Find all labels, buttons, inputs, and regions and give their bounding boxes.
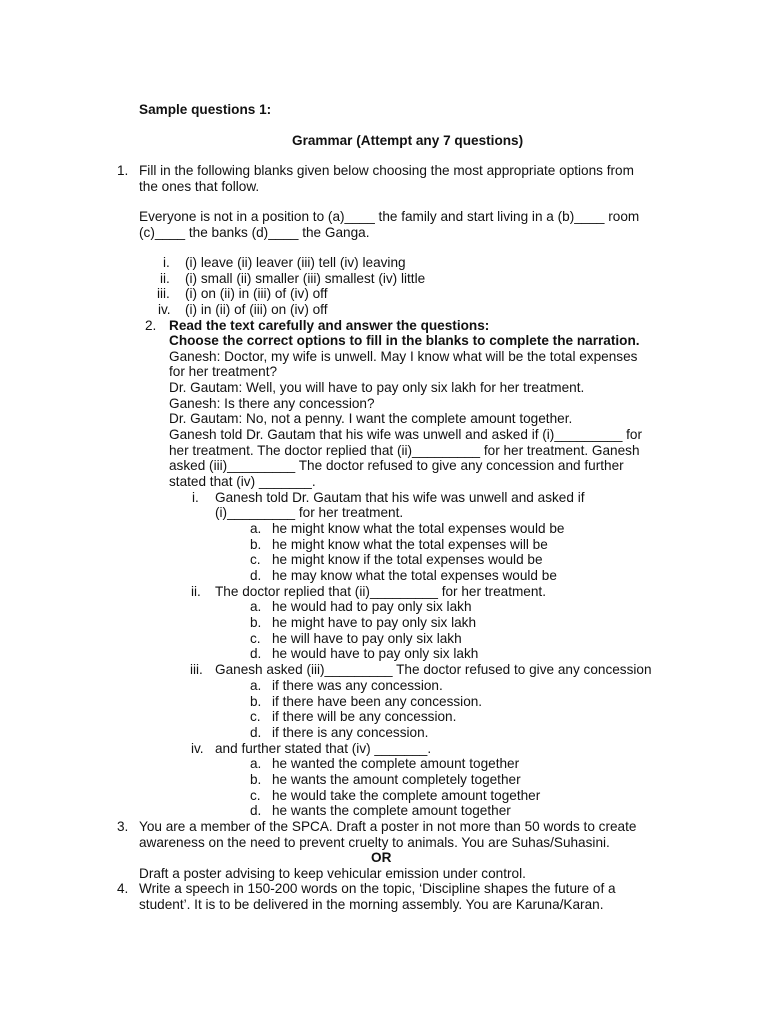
option-text: he would take the complete amount together — [272, 788, 541, 803]
section-title: Grammar (Attempt any 7 questions) — [292, 133, 524, 148]
option-text: (i) in (ii) of (iii) on (iv) off — [185, 302, 328, 317]
question-prompt: student’. It is to be delivered in the morning assembly. You are Karuna/Karan. — [139, 897, 604, 912]
option-letter: c. — [250, 788, 261, 803]
option-letter: b. — [250, 772, 262, 787]
subquestion-stem: Ganesh told Dr. Gautam that his wife was unwell and asked if — [215, 490, 585, 505]
subquestion-number: iv. — [191, 741, 204, 756]
option-letter: a. — [250, 599, 262, 614]
option-letter: d. — [250, 725, 262, 740]
option-text: he wants the amount completely together — [272, 772, 521, 787]
heading: Sample questions 1: — [139, 102, 272, 117]
question-prompt: awareness on the need to prevent cruelty to animals. You are Suhas/Suhasini. — [139, 835, 610, 850]
option-text: he wants the complete amount together — [272, 803, 511, 818]
option-text: (i) on (ii) in (iii) of (iv) off — [185, 286, 328, 301]
option-letter: b. — [250, 694, 262, 709]
option-text: he may know what the total expenses would be — [272, 568, 557, 583]
question-instruction: Choose the correct options to fill in the blanks to complete the narration. — [169, 333, 640, 348]
narration-line: stated that (iv) _______. — [169, 474, 316, 489]
option-number: i. — [163, 255, 170, 270]
question-prompt: Fill in the following blanks given below choosing the most appropriate options from — [139, 163, 634, 178]
option-letter: a. — [250, 678, 262, 693]
question-number: 1. — [117, 163, 129, 178]
option-number: iii. — [157, 286, 170, 301]
question-prompt: You are a member of the SPCA. Draft a poster in not more than 50 words to create — [139, 819, 637, 834]
option-text: he will have to pay only six lakh — [272, 631, 462, 646]
option-letter: c. — [250, 552, 261, 567]
option-text: (i) leave (ii) leaver (iii) tell (iv) leaving — [185, 255, 406, 270]
option-letter: c. — [250, 631, 261, 646]
option-letter: d. — [250, 803, 262, 818]
option-letter: d. — [250, 646, 262, 661]
option-text: if there have been any concession. — [272, 694, 483, 709]
question-alternative: Draft a poster advising to keep vehicular emission under control. — [139, 866, 526, 881]
option-text: he wanted the complete amount together — [272, 756, 520, 771]
dialogue-line: Dr. Gautam: No, not a penny. I want the complete amount together. — [169, 411, 573, 426]
option-letter: a. — [250, 521, 262, 536]
subquestion-number: ii. — [191, 584, 201, 599]
subquestion-number: iii. — [190, 662, 203, 677]
passage-text: (c)____ the banks (d)____ the Ganga. — [139, 225, 370, 240]
option-letter: d. — [250, 568, 262, 583]
subquestion-stem: Ganesh asked (iii)_________ The doctor refused to give any concession — [215, 662, 652, 677]
option-text: he might know what the total expenses would be — [272, 521, 565, 536]
dialogue-line: Ganesh: Doctor, my wife is unwell. May I know what will be the total expenses — [169, 349, 638, 364]
option-letter: c. — [250, 709, 261, 724]
option-text: he would had to pay only six lakh — [272, 599, 472, 614]
dialogue-line: Dr. Gautam: Well, you will have to pay only six lakh for her treatment. — [169, 380, 585, 395]
option-text: he might know if the total expenses would be — [272, 552, 543, 567]
option-text: (i) small (ii) smaller (iii) smallest (iv) little — [185, 271, 426, 286]
subquestion-stem: The doctor replied that (ii)_________ for her treatment. — [215, 584, 546, 599]
option-letter: a. — [250, 756, 262, 771]
option-number: iv. — [158, 302, 171, 317]
dialogue-line: Ganesh: Is there any concession? — [169, 396, 375, 411]
option-text: he might know what the total expenses will be — [272, 537, 548, 552]
or-separator: OR — [371, 850, 392, 865]
option-letter: b. — [250, 537, 262, 552]
option-text: if there is any concession. — [272, 725, 429, 740]
option-letter: b. — [250, 615, 262, 630]
subquestion-stem: and further stated that (iv) _______. — [215, 741, 432, 756]
option-number: ii. — [160, 271, 170, 286]
narration-line: asked (iii)_________ The doctor refused to give any concession and further — [169, 458, 624, 473]
question-prompt: the ones that follow. — [139, 179, 260, 194]
option-text: he would have to pay only six lakh — [272, 646, 479, 661]
passage-text: Everyone is not in a position to (a)____ the family and start living in a (b)____ room — [139, 209, 640, 224]
narration-line: Ganesh told Dr. Gautam that his wife was unwell and asked if (i)_________ for — [169, 427, 643, 442]
question-number: 2. — [145, 318, 157, 333]
option-text: he might have to pay only six lakh — [272, 615, 477, 630]
option-text: if there was any concession. — [272, 678, 443, 693]
subquestion-number: i. — [192, 490, 199, 505]
question-prompt: Write a speech in 150-200 words on the topic, ‘Discipline shapes the future of a — [139, 881, 616, 896]
question-number: 3. — [117, 819, 129, 834]
option-text: if there will be any concession. — [272, 709, 457, 724]
question-number: 4. — [117, 881, 129, 896]
subquestion-stem: (i)_________ for her treatment. — [215, 505, 404, 520]
question-instruction: Read the text carefully and answer the questions: — [169, 318, 490, 333]
narration-line: her treatment. The doctor replied that (ii)_________ for her treatment. Ganesh — [169, 443, 640, 458]
dialogue-line: for her treatment? — [169, 364, 278, 379]
